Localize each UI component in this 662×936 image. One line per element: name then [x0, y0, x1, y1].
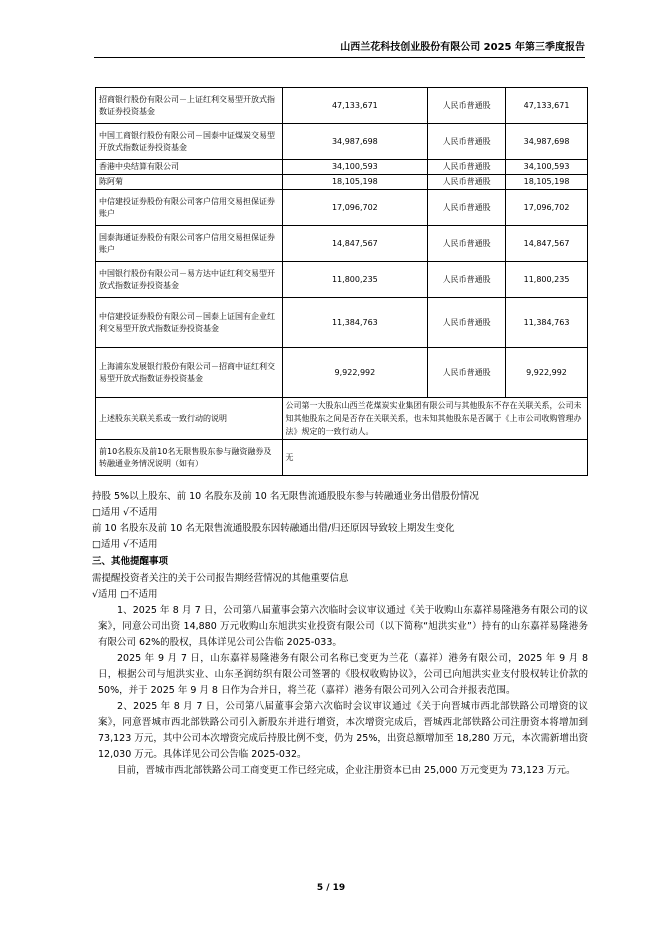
holder-share-type: 人民币普通股: [428, 262, 506, 298]
page-header: 山西兰花科技创业股份有限公司 2025 年第三季度报告: [94, 40, 585, 58]
holder-type-quantity: 18,105,198: [506, 175, 588, 190]
holder-share-type: 人民币普通股: [428, 175, 506, 190]
holder-name: 中信建投证券股份有限公司客户信用交易担保证券账户: [96, 190, 283, 226]
holder-type-quantity: 9,922,992: [506, 348, 588, 398]
holder-type-quantity: 34,987,698: [506, 124, 588, 160]
section-title: 三、其他提醒事项: [92, 556, 169, 567]
holder-quantity: 11,384,763: [282, 298, 428, 348]
holder-share-type: 人民币普通股: [428, 124, 506, 160]
relation-label: 上述股东关联关系或一致行动的说明: [96, 398, 283, 440]
holder-type-quantity: 11,800,235: [506, 262, 588, 298]
holder-share-type: 人民币普通股: [428, 226, 506, 262]
relation-text: 公司第一大股东山西兰花煤炭实业集团有限公司与其他股东不存在关联关系，公司未知其他股东之间是否存在关联关系，也未知其他股东是否属于《上市公司收购管理办法》规定的一致行动人。: [282, 398, 587, 440]
holder-type-quantity: 47,133,671: [506, 88, 588, 124]
paragraph-4: 目前，晋城市西北部铁路公司工商变更工作已经完成，企业注册资本已由 25,000 万元变更为 73,123 万元。: [117, 765, 576, 776]
holder-share-type: 人民币普通股: [428, 88, 506, 124]
holder-type-quantity: 17,096,702: [506, 190, 588, 226]
holder-quantity: 11,800,235: [282, 262, 428, 298]
holder-quantity: 34,987,698: [282, 124, 428, 160]
table-row: [96, 175, 588, 190]
table-row: [96, 124, 588, 160]
lending-title: 持股 5%以上股东、前 10 名股东及前 10 名无限售流通股股东参与转融通业务出借股份情况: [92, 491, 479, 502]
holder-quantity: 9,922,992: [282, 348, 428, 398]
table-row: [96, 348, 588, 398]
holder-name: 国泰海通证券股份有限公司客户信用交易担保证券账户: [96, 226, 283, 262]
table-row: [96, 88, 588, 124]
holder-quantity: 17,096,702: [282, 190, 428, 226]
table-row: [96, 226, 588, 262]
holder-quantity: 14,847,567: [282, 226, 428, 262]
table-row: [96, 262, 588, 298]
margin-row: [96, 440, 588, 476]
table-row: [96, 190, 588, 226]
holder-name: 上海浦东发展银行股份有限公司－招商中证红利交易型开放式指数证券投资基金: [96, 348, 283, 398]
holder-quantity: 34,100,593: [282, 160, 428, 175]
holder-name: 香港中央结算有限公司: [96, 160, 283, 175]
paragraph-1: 1、2025 年 8 月 7 日，公司第八届董事会第六次临时会议审议通过《关于收购山东嘉祥易隆港务有限公司的议案》，同意公司出资 14,880 万元收购山东旭洪实业投资有限公司（以下简称“旭洪实业”）持有的山东嘉祥易隆港务有限公司 62%的股权，具体详见公司公告临 2025-033。: [98, 605, 588, 648]
reminder-text: 需提醒投资者关注的关于公司报告期经营情况的其他重要信息: [92, 573, 349, 584]
table-row: [96, 298, 588, 348]
shareholder-table: [95, 87, 588, 476]
change-check: □适用 √不适用: [92, 539, 158, 550]
holder-name: 中信建投证券股份有限公司－国泰上证国有企业红利交易型开放式指数证券投资基金: [96, 298, 283, 348]
paragraph-2: 2025 年 9 月 7 日，山东嘉祥易隆港务有限公司名称已变更为兰花（嘉祥）港务有限公司，2025 年 9 月 8 日，根据公司与旭洪实业、山东圣润纺织有限公司签署的《股权收购协议》，公司已向旭洪实业支付股权转让价款的 50%，并于 2025 年 9 月 8 日作为合并日，将兰花（嘉祥）港务有限公司列入公司合并报表范围。: [98, 653, 588, 696]
reminder-check: √适用 □不适用: [92, 589, 158, 600]
holder-share-type: 人民币普通股: [428, 190, 506, 226]
holder-share-type: 人民币普通股: [428, 298, 506, 348]
margin-text: 无: [282, 440, 587, 476]
holder-type-quantity: 14,847,567: [506, 226, 588, 262]
body-section: [92, 489, 588, 779]
holder-name: 陈阿菊: [96, 175, 283, 190]
holder-share-type: 人民币普通股: [428, 348, 506, 398]
paragraph-3: 2、2025 年 8 月 7 日，公司第八届董事会第六次临时会议审议通过《关于向晋城市西北部铁路公司增资的议案》，同意晋城市西北部铁路公司引入新股东并进行增资，本次增资完成后，晋城西北部铁路公司注册资本将增加到 73,123 万元，其中公司本次增资完成后持股比例不变，仍为 25%，出资总额增加至 18,280 万元，本次需新增出资 12,030 万元。具体详见公司公告临 2025-032。: [98, 701, 588, 760]
margin-label: 前10名股东及前10名无限售股东参与融资融券及转融通业务情况说明（如有）: [96, 440, 283, 476]
holder-type-quantity: 11,384,763: [506, 298, 588, 348]
page-number: 5 / 19: [316, 883, 346, 893]
holder-name: 中国银行股份有限公司－易方达中证红利交易型开放式指数证券投资基金: [96, 262, 283, 298]
lending-check: □适用 √不适用: [92, 507, 158, 518]
holder-quantity: 18,105,198: [282, 175, 428, 190]
change-title: 前 10 名股东及前 10 名无限售流通股股东因转融通出借/归还原因导致较上期发生变化: [92, 523, 455, 534]
holder-type-quantity: 34,100,593: [506, 160, 588, 175]
holder-quantity: 47,133,671: [282, 88, 428, 124]
relation-row: [96, 398, 588, 440]
table-row: [96, 160, 588, 175]
holder-name: 中国工商银行股份有限公司－国泰中证煤炭交易型开放式指数证券投资基金: [96, 124, 283, 160]
holder-name: 招商银行股份有限公司－上证红利交易型开放式指数证券投资基金: [96, 88, 283, 124]
holder-share-type: 人民币普通股: [428, 160, 506, 175]
